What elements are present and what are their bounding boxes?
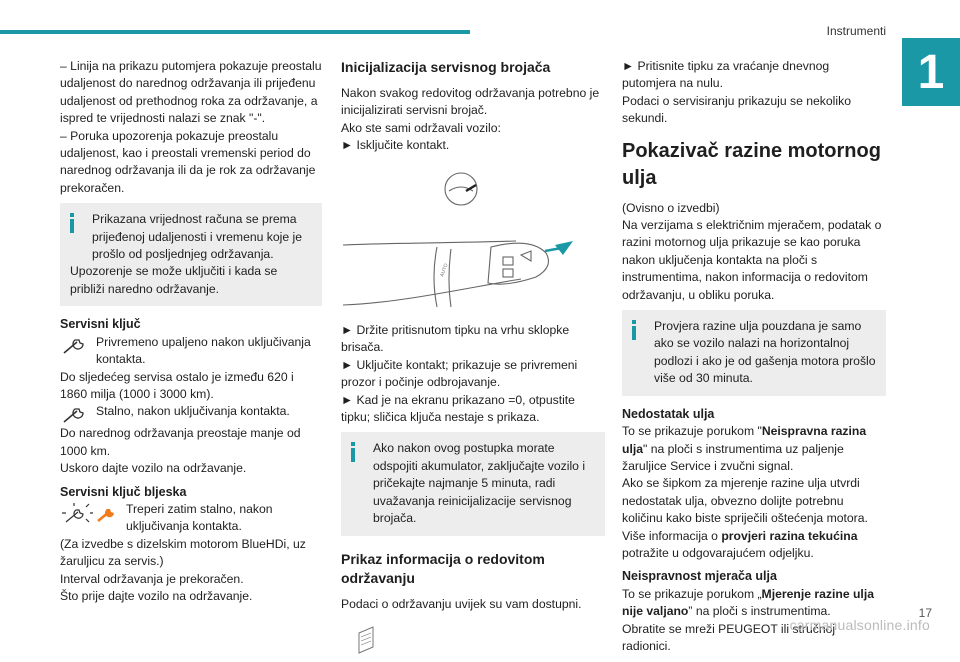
paragraph: ► Kad je na ekranu prikazano =0, otpustite tipku; sličica ključa nestaje s prikaza. — [341, 392, 575, 425]
heading-service-info: Prikaz informacija o redovitom održavanju — [341, 550, 545, 586]
heading-service-reset: Inicijalizacija servisnog brojača — [341, 59, 551, 75]
heading-oil-gauge-fault: Neispravnost mjerača ulja — [622, 569, 777, 584]
note-text: Provjera razine ulja pouzdana je samo ako se vozilo nalazi na horizontalnoj podlozi i ako je od gašenja motora prošlo više od 30 minuta. — [654, 319, 876, 386]
note-text: Upozorenje se može uključiti i kada se približi naredno održavanje. — [70, 264, 278, 296]
paragraph: To se prikazuje porukom „Mjerenje razine ulja nije valjano” na ploči s instrumentima. — [622, 586, 874, 619]
wiper-stalk-illustration — [341, 165, 581, 313]
info-icon — [632, 320, 636, 342]
wrench-icon — [60, 334, 90, 356]
info-icon — [351, 442, 355, 464]
paragraph: ► Pritisnite tipku za vraćanje dnevnog putomjera na nulu. — [622, 59, 830, 91]
paragraph: (Ovisno o izvedbi) — [622, 200, 720, 215]
svg-text:AUTO: AUTO — [439, 262, 450, 278]
paragraph: Ako se šipkom za mjerenje razine ulja utvrdi nedostatak ulja, obvezno dolijte potrebnu količinu kako biste spriječili oštećenja motora. — [622, 476, 868, 526]
column-left — [60, 58, 322, 605]
paragraph: Privremeno upaljeno nakon uključivanja kontakta. — [96, 334, 311, 367]
paragraph: Stalno, nakon uključivanja kontakta. — [96, 404, 290, 419]
paragraph: – Poruka upozorenja pokazuje preostalu udaljenost, kao i preostali vremenski period do narednog održavanja ili da je rok za održavanje prekoračen. — [60, 128, 316, 195]
info-icon — [70, 213, 74, 235]
info-note — [341, 432, 605, 535]
paragraph: Što prije dajte vozilo na održavanje. — [60, 588, 253, 603]
chapter-number: 1 — [902, 38, 960, 106]
paragraph: Do narednog održavanja preostaje manje od 1000 km. — [60, 426, 301, 458]
page-number: 17 — [918, 606, 932, 620]
heading-service-key: Servisni ključ — [60, 317, 141, 332]
column-middle — [341, 58, 605, 662]
paragraph: Nakon svakog redovitog održavanja potrebno je inicijalizirati servisni brojač. — [341, 86, 600, 118]
paragraph: Podaci o održavanju uvijek su vam dostupni. — [341, 596, 582, 611]
paragraph: (Za izvedbe s dizelskim motorom BlueHDi, uz žaruljicu za servis.) — [60, 536, 306, 569]
paragraph: Više informacija o provjeri razina tekućina potražite u odgovarajućem odjeljku. — [622, 528, 858, 560]
header-accent-bar — [0, 30, 470, 34]
wrench-icon — [60, 403, 90, 425]
paragraph: Obratite se mreži PEUGEOT ili stručnoj radionici. — [622, 621, 836, 653]
column-right — [622, 58, 886, 655]
paragraph: Ako ste sami održavali vozilo: — [341, 120, 501, 135]
paragraph: – Linija na prikazu putomjera pokazuje preostalu udaljenost do narednog održavanja ili prijeđenu udaljenost od prethodnog roka za održavanje, a ispred te vrijednosti nalazi se znak "-". — [60, 59, 322, 126]
paragraph: Na verzijama s električnim mjeračem, podatak o razini motornog ulja prikazuje se kao poruka nakon uključenja kontakta na ploči s instrumentima, nakon informacija o redovitom održavanju, u obliku poruka. — [622, 218, 882, 302]
paragraph: Treperi zatim stalno, nakon uključivanja kontakta. — [126, 501, 273, 534]
section-title: Instrumenti — [826, 24, 886, 38]
flashing-wrench-icon — [60, 501, 122, 527]
heading-service-key-flashing: Servisni ključ bljeska — [60, 484, 187, 499]
paragraph: ► Isključite kontakt. — [341, 138, 450, 153]
paragraph: Uskoro dajte vozilo na održavanje. — [60, 461, 247, 476]
heading-oil-low: Nedostatak ulja — [622, 406, 715, 421]
watermark: carmanualsonline.info — [789, 617, 930, 633]
note-text: Prikazana vrijednost računa se prema prijeđenoj udaljenosti i vremenu koje je prošlo od posljednjeg održavanja. — [92, 212, 303, 262]
paragraph: Podaci o servisiranju prikazuju se nekoliko sekundi. — [622, 93, 851, 126]
paragraph: ► Uključite kontakt; prikazuje se privremeni prozor i počinje odbrojavanje. — [341, 357, 578, 390]
paragraph: ► Držite pritisnutom tipku na vrhu sklopke brisača. — [341, 323, 570, 355]
paragraph: To se prikazuje porukom "Neispravna razina ulja" na ploči s instrumentima uz paljenje žaruljice Service i zvučni signal. — [622, 424, 867, 473]
paragraph: Do sljedećeg servisa ostalo je između 620 i 1860 milja (1000 i 3000 km). — [60, 369, 294, 401]
paragraph: Interval održavanja je prekoračen. — [60, 571, 244, 586]
info-note — [622, 310, 886, 396]
note-text: Ako nakon ovog postupka morate odspojiti akumulator, zaključajte vozilo i pričekajte najmanje 5 minuta, radi uvažavanja reinicijalizacije servisnog brojača. — [373, 441, 586, 526]
heading-oil-level: Pokazivač razine motornog ulja — [622, 139, 881, 189]
info-note — [60, 203, 322, 306]
